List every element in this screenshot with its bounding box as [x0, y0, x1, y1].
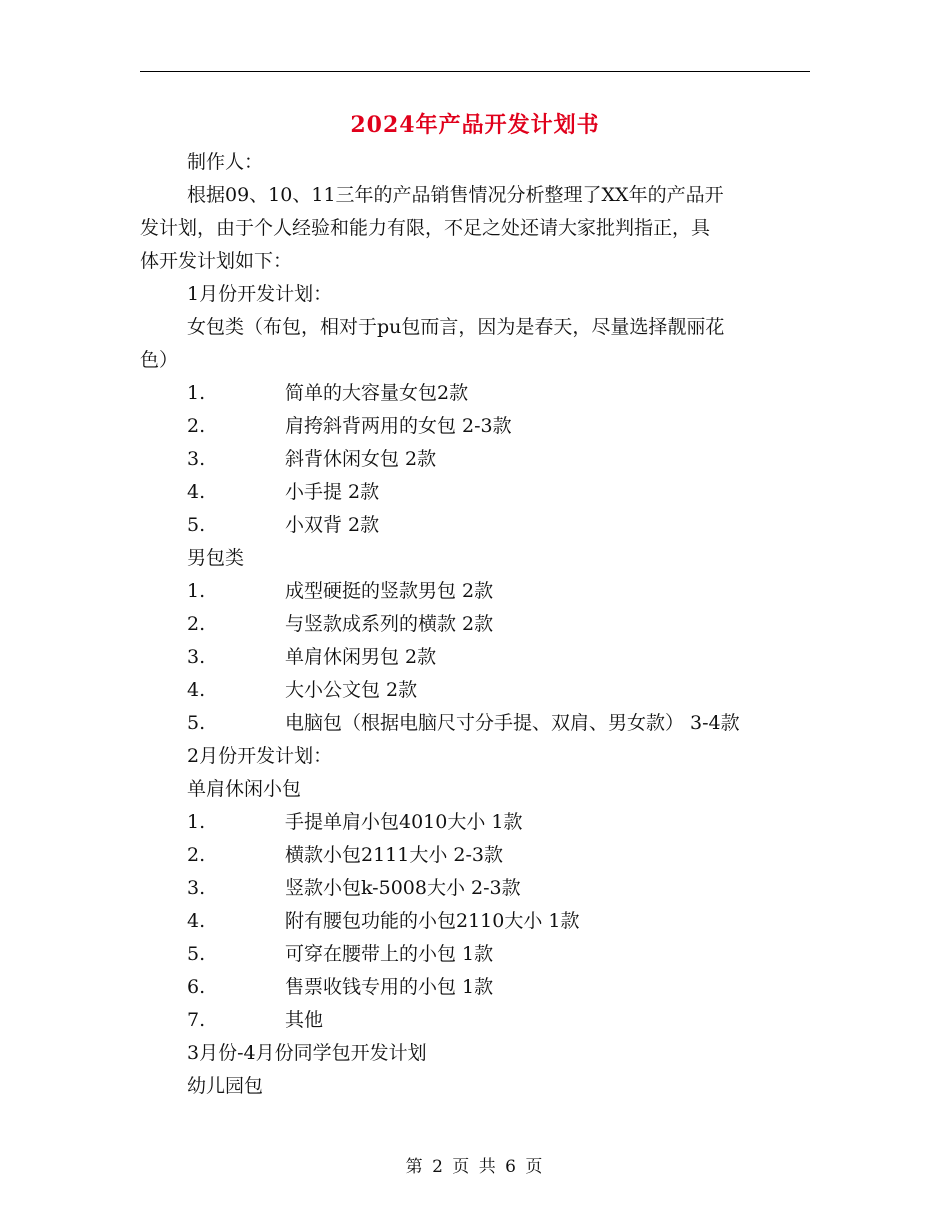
list-item: [140, 674, 810, 707]
item-text: 与竖款成系列的横款 2款: [285, 613, 494, 635]
item-number: 3.: [187, 877, 206, 899]
list-item: [140, 905, 810, 938]
category-women-cont: 色）: [140, 349, 179, 371]
women-items-list: [140, 377, 810, 542]
item-text: 电脑包（根据电脑尺寸分手提、双肩、男女款） 3-4款: [285, 712, 740, 734]
list-item: [140, 641, 810, 674]
feb-items-list: [140, 806, 810, 1037]
item-text: 横款小包2111大小 2-3款: [285, 844, 503, 866]
item-number: 5.: [187, 712, 206, 734]
list-item: [140, 872, 810, 905]
category-shoulder-bags: 单肩休闲小包: [187, 778, 302, 800]
item-text: 单肩休闲男包 2款: [285, 646, 437, 668]
list-item: [140, 971, 810, 1004]
section-heading-jan: 1月份开发计划：: [187, 283, 333, 305]
header-rule: [140, 71, 810, 72]
page-footer: 第 2 页 共 6 页: [405, 1157, 545, 1177]
item-text: 竖款小包k-5008大小 2-3款: [285, 877, 521, 899]
list-item: [140, 476, 810, 509]
intro-line: 体开发计划如下：: [140, 250, 293, 272]
item-text: 附有腰包功能的小包2110大小 1款: [285, 910, 580, 932]
list-item: [140, 806, 810, 839]
item-text: 小双背 2款: [285, 514, 380, 536]
item-number: 2.: [187, 415, 206, 437]
item-text: 肩挎斜背两用的女包 2-3款: [285, 415, 512, 437]
item-number: 4.: [187, 679, 206, 701]
category-kindergarten: 幼儿园包: [187, 1075, 264, 1097]
category-women: 女包类（布包，相对于pu包而言，因为是春天，尽量选择靓丽花: [187, 316, 725, 338]
intro-line: 根据09、10、11三年的产品销售情况分析整理了XX年的产品开: [187, 184, 724, 206]
item-number: 7.: [187, 1009, 206, 1031]
item-number: 1.: [187, 382, 206, 404]
item-number: 3.: [187, 448, 206, 470]
item-number: 2.: [187, 844, 206, 866]
category-men: 男包类: [187, 547, 245, 569]
item-number: 4.: [187, 481, 206, 503]
item-text: 简单的大容量女包2款: [285, 382, 469, 404]
list-item: [140, 707, 810, 740]
intro-line: 发计划，由于个人经验和能力有限，不足之处还请大家批判指正，具: [140, 217, 711, 239]
item-text: 手提单肩小包4010大小 1款: [285, 811, 523, 833]
item-number: 1.: [187, 580, 206, 602]
item-text: 大小公文包 2款: [285, 679, 418, 701]
item-number: 6.: [187, 976, 206, 998]
item-text: 小手提 2款: [285, 481, 380, 503]
list-item: [140, 839, 810, 872]
item-number: 5.: [187, 514, 206, 536]
item-text: 成型硬挺的竖款男包 2款: [285, 580, 494, 602]
maker-line: 制作人：: [187, 151, 264, 173]
list-item: [140, 575, 810, 608]
item-number: 5.: [187, 943, 206, 965]
item-number: 3.: [187, 646, 206, 668]
list-item: [140, 410, 810, 443]
list-item: [140, 443, 810, 476]
list-item: [140, 377, 810, 410]
item-text: 售票收钱专用的小包 1款: [285, 976, 494, 998]
section-heading-mar-apr: 3月份-4月份同学包开发计划: [187, 1042, 427, 1064]
list-item: [140, 509, 810, 542]
list-item: [140, 1004, 810, 1037]
item-text: 可穿在腰带上的小包 1款: [285, 943, 494, 965]
item-text: 其他: [285, 1009, 324, 1031]
item-number: 2.: [187, 613, 206, 635]
item-number: 4.: [187, 910, 206, 932]
item-number: 1.: [187, 811, 206, 833]
list-item: [140, 938, 810, 971]
document-body: [140, 146, 810, 1103]
list-item: [140, 608, 810, 641]
section-heading-feb: 2月份开发计划：: [187, 745, 333, 767]
item-text: 斜背休闲女包 2款: [285, 448, 437, 470]
document-title: 2024年产品开发计划书: [350, 112, 600, 138]
men-items-list: [140, 575, 810, 740]
